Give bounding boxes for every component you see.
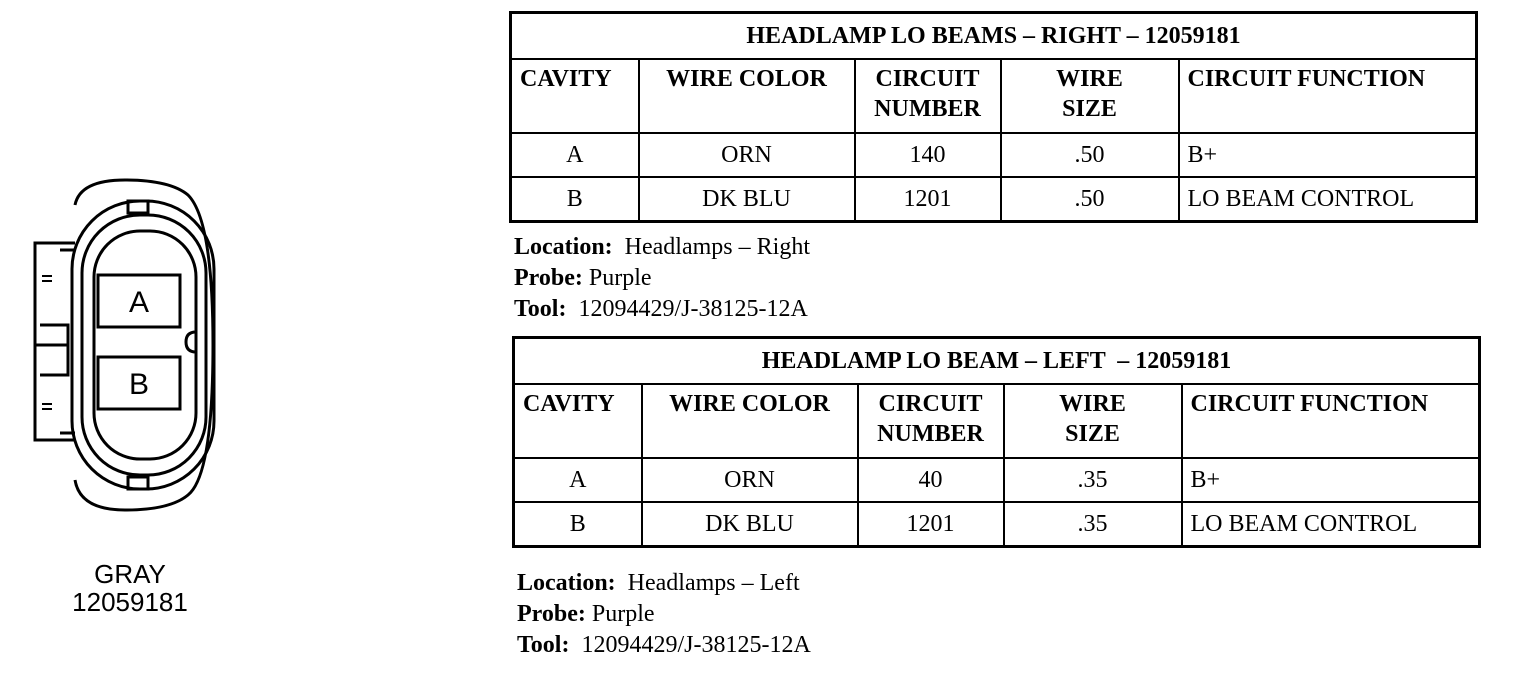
table-title: HEADLAMP LO BEAMS – RIGHT – 12059181 (511, 13, 1477, 60)
info-block-right (514, 232, 810, 325)
cavity-label-a: A (128, 286, 150, 319)
header-circuit-number (858, 384, 1004, 458)
header-wire-color: WIRE COLOR (639, 59, 855, 133)
location-label: Location: (517, 570, 616, 596)
pinout-table-right (509, 11, 1478, 223)
header-circuit-function: CIRCUIT FUNCTION (1182, 384, 1480, 458)
cell-cavity: A (514, 458, 642, 502)
header-wire-size-line1: WIRE (1059, 391, 1126, 417)
probe-value: Purple (591, 601, 655, 627)
header-circuit-number-line2: NUMBER (877, 421, 984, 447)
cell-circuit-function: B+ (1179, 133, 1477, 177)
cell-circuit-number: 140 (855, 133, 1001, 177)
info-block-left (517, 568, 811, 661)
connector-part-number: 12059181 (72, 587, 188, 617)
cell-cavity: B (514, 502, 642, 547)
tool-line (517, 630, 811, 661)
cell-wire-size: .35 (1004, 502, 1182, 547)
header-circuit-function: CIRCUIT FUNCTION (1179, 59, 1477, 133)
header-wire-color: WIRE COLOR (642, 384, 858, 458)
table-row (514, 502, 1480, 547)
table-row (514, 458, 1480, 502)
cell-cavity: A (511, 133, 639, 177)
connector-color: GRAY (94, 559, 166, 589)
tool-label: Tool: (514, 296, 567, 322)
cell-wire-color: DK BLU (642, 502, 858, 547)
header-wire-size-line2: SIZE (1062, 96, 1117, 122)
header-circuit-number (855, 59, 1001, 133)
cell-wire-size: .50 (1001, 133, 1179, 177)
location-value: Headlamps – Left (627, 570, 800, 596)
tool-label: Tool: (517, 632, 570, 658)
cell-wire-color: DK BLU (639, 177, 855, 222)
pinout-table-left (512, 336, 1481, 548)
table-row (511, 177, 1477, 222)
cell-circuit-function: LO BEAM CONTROL (1179, 177, 1477, 222)
tool-line (514, 294, 810, 325)
header-circuit-number-line1: CIRCUIT (875, 66, 980, 92)
table-title: HEADLAMP LO BEAM – LEFT – 12059181 (514, 338, 1480, 385)
location-value: Headlamps – Right (624, 234, 810, 260)
cell-wire-size: .35 (1004, 458, 1182, 502)
probe-line (517, 599, 811, 630)
cell-circuit-number: 1201 (855, 177, 1001, 222)
probe-label: Probe: (517, 601, 586, 627)
header-wire-size-line2: SIZE (1065, 421, 1120, 447)
header-wire-size (1004, 384, 1182, 458)
cell-circuit-number: 1201 (858, 502, 1004, 547)
cell-circuit-number: 40 (858, 458, 1004, 502)
table-row (511, 133, 1477, 177)
connector-diagram (20, 175, 230, 515)
cell-wire-color: ORN (642, 458, 858, 502)
probe-value: Purple (588, 265, 652, 291)
probe-line (514, 263, 810, 294)
location-label: Location: (514, 234, 613, 260)
header-cavity: CAVITY (511, 59, 639, 133)
cavity-label-b: B (128, 368, 150, 401)
cell-cavity: B (511, 177, 639, 222)
tool-value: 12094429/J-38125-12A (581, 632, 811, 658)
tool-value: 12094429/J-38125-12A (578, 296, 808, 322)
probe-label: Probe: (514, 265, 583, 291)
header-circuit-number-line1: CIRCUIT (878, 391, 983, 417)
cell-circuit-function: LO BEAM CONTROL (1182, 502, 1480, 547)
header-circuit-number-line2: NUMBER (874, 96, 981, 122)
header-wire-size-line1: WIRE (1056, 66, 1123, 92)
header-cavity: CAVITY (514, 384, 642, 458)
cell-circuit-function: B+ (1182, 458, 1480, 502)
connector-label (30, 560, 230, 616)
header-wire-size (1001, 59, 1179, 133)
location-line (514, 232, 810, 263)
cell-wire-size: .50 (1001, 177, 1179, 222)
location-line (517, 568, 811, 599)
cell-wire-color: ORN (639, 133, 855, 177)
